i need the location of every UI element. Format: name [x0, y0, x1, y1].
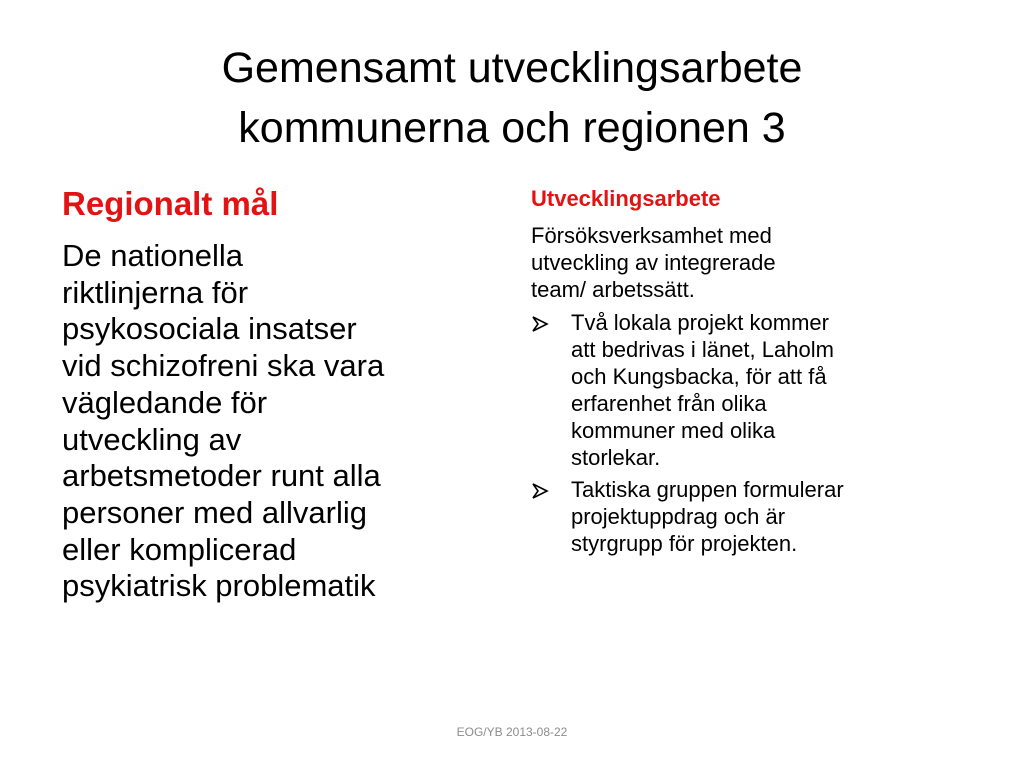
left-body-line: utveckling av	[62, 421, 242, 457]
slide-title	[0, 38, 1024, 158]
right-column	[531, 184, 991, 562]
right-intro-text	[531, 222, 991, 303]
bullet-line: storlekar.	[571, 445, 661, 470]
list-item	[531, 476, 991, 557]
left-body-line: vid schizofreni ska vara	[62, 348, 385, 384]
bullet-line: och Kungsbacka, för att få	[571, 364, 827, 389]
bullet-line: projektuppdrag och är	[571, 504, 786, 529]
bullet-line: Taktiska gruppen formulerar	[571, 477, 844, 502]
left-heading: Regionalt mål	[62, 185, 279, 222]
left-body-line: psykosociala insatser	[62, 311, 357, 347]
bullet-text	[571, 476, 991, 557]
list-item	[531, 309, 991, 471]
bullet-list	[531, 309, 991, 557]
slide-title-line: kommunerna och regionen 3	[238, 104, 786, 152]
right-intro-line: team/ arbetssätt.	[531, 277, 695, 302]
right-heading: Utvecklingsarbete	[531, 186, 721, 211]
bullet-line: styrgrupp för projekten.	[571, 531, 798, 556]
left-body-line: psykiatrisk problematik	[62, 568, 376, 604]
left-body-line: De nationella	[62, 238, 243, 273]
slide-title-line: Gemensamt utvecklingsarbete	[221, 44, 803, 92]
left-column	[62, 182, 502, 605]
slide-footer: EOG/YB 2013-08-22	[456, 725, 568, 739]
arrow-bullet-icon	[531, 316, 553, 332]
left-body-line: arbetsmetoder runt alla	[62, 458, 381, 494]
arrow-bullet-icon	[531, 483, 553, 499]
bullet-line: Två lokala projekt kommer	[571, 310, 829, 335]
right-intro-line: Försöksverksamhet med	[531, 223, 772, 248]
left-body-line: personer med allvarlig	[62, 494, 367, 530]
bullet-line: kommuner med olika	[571, 418, 776, 443]
bullet-text	[571, 309, 991, 471]
left-body-line: vägledande för	[62, 384, 268, 420]
left-body-line: eller komplicerad	[62, 531, 297, 567]
left-body-text	[62, 238, 502, 605]
left-body-line: riktlinjerna för	[62, 274, 249, 310]
bullet-line: att bedrivas i länet, Laholm	[571, 337, 834, 362]
bullet-line: erfarenhet från olika	[571, 391, 767, 416]
right-intro-line: utveckling av integrerade	[531, 250, 776, 275]
